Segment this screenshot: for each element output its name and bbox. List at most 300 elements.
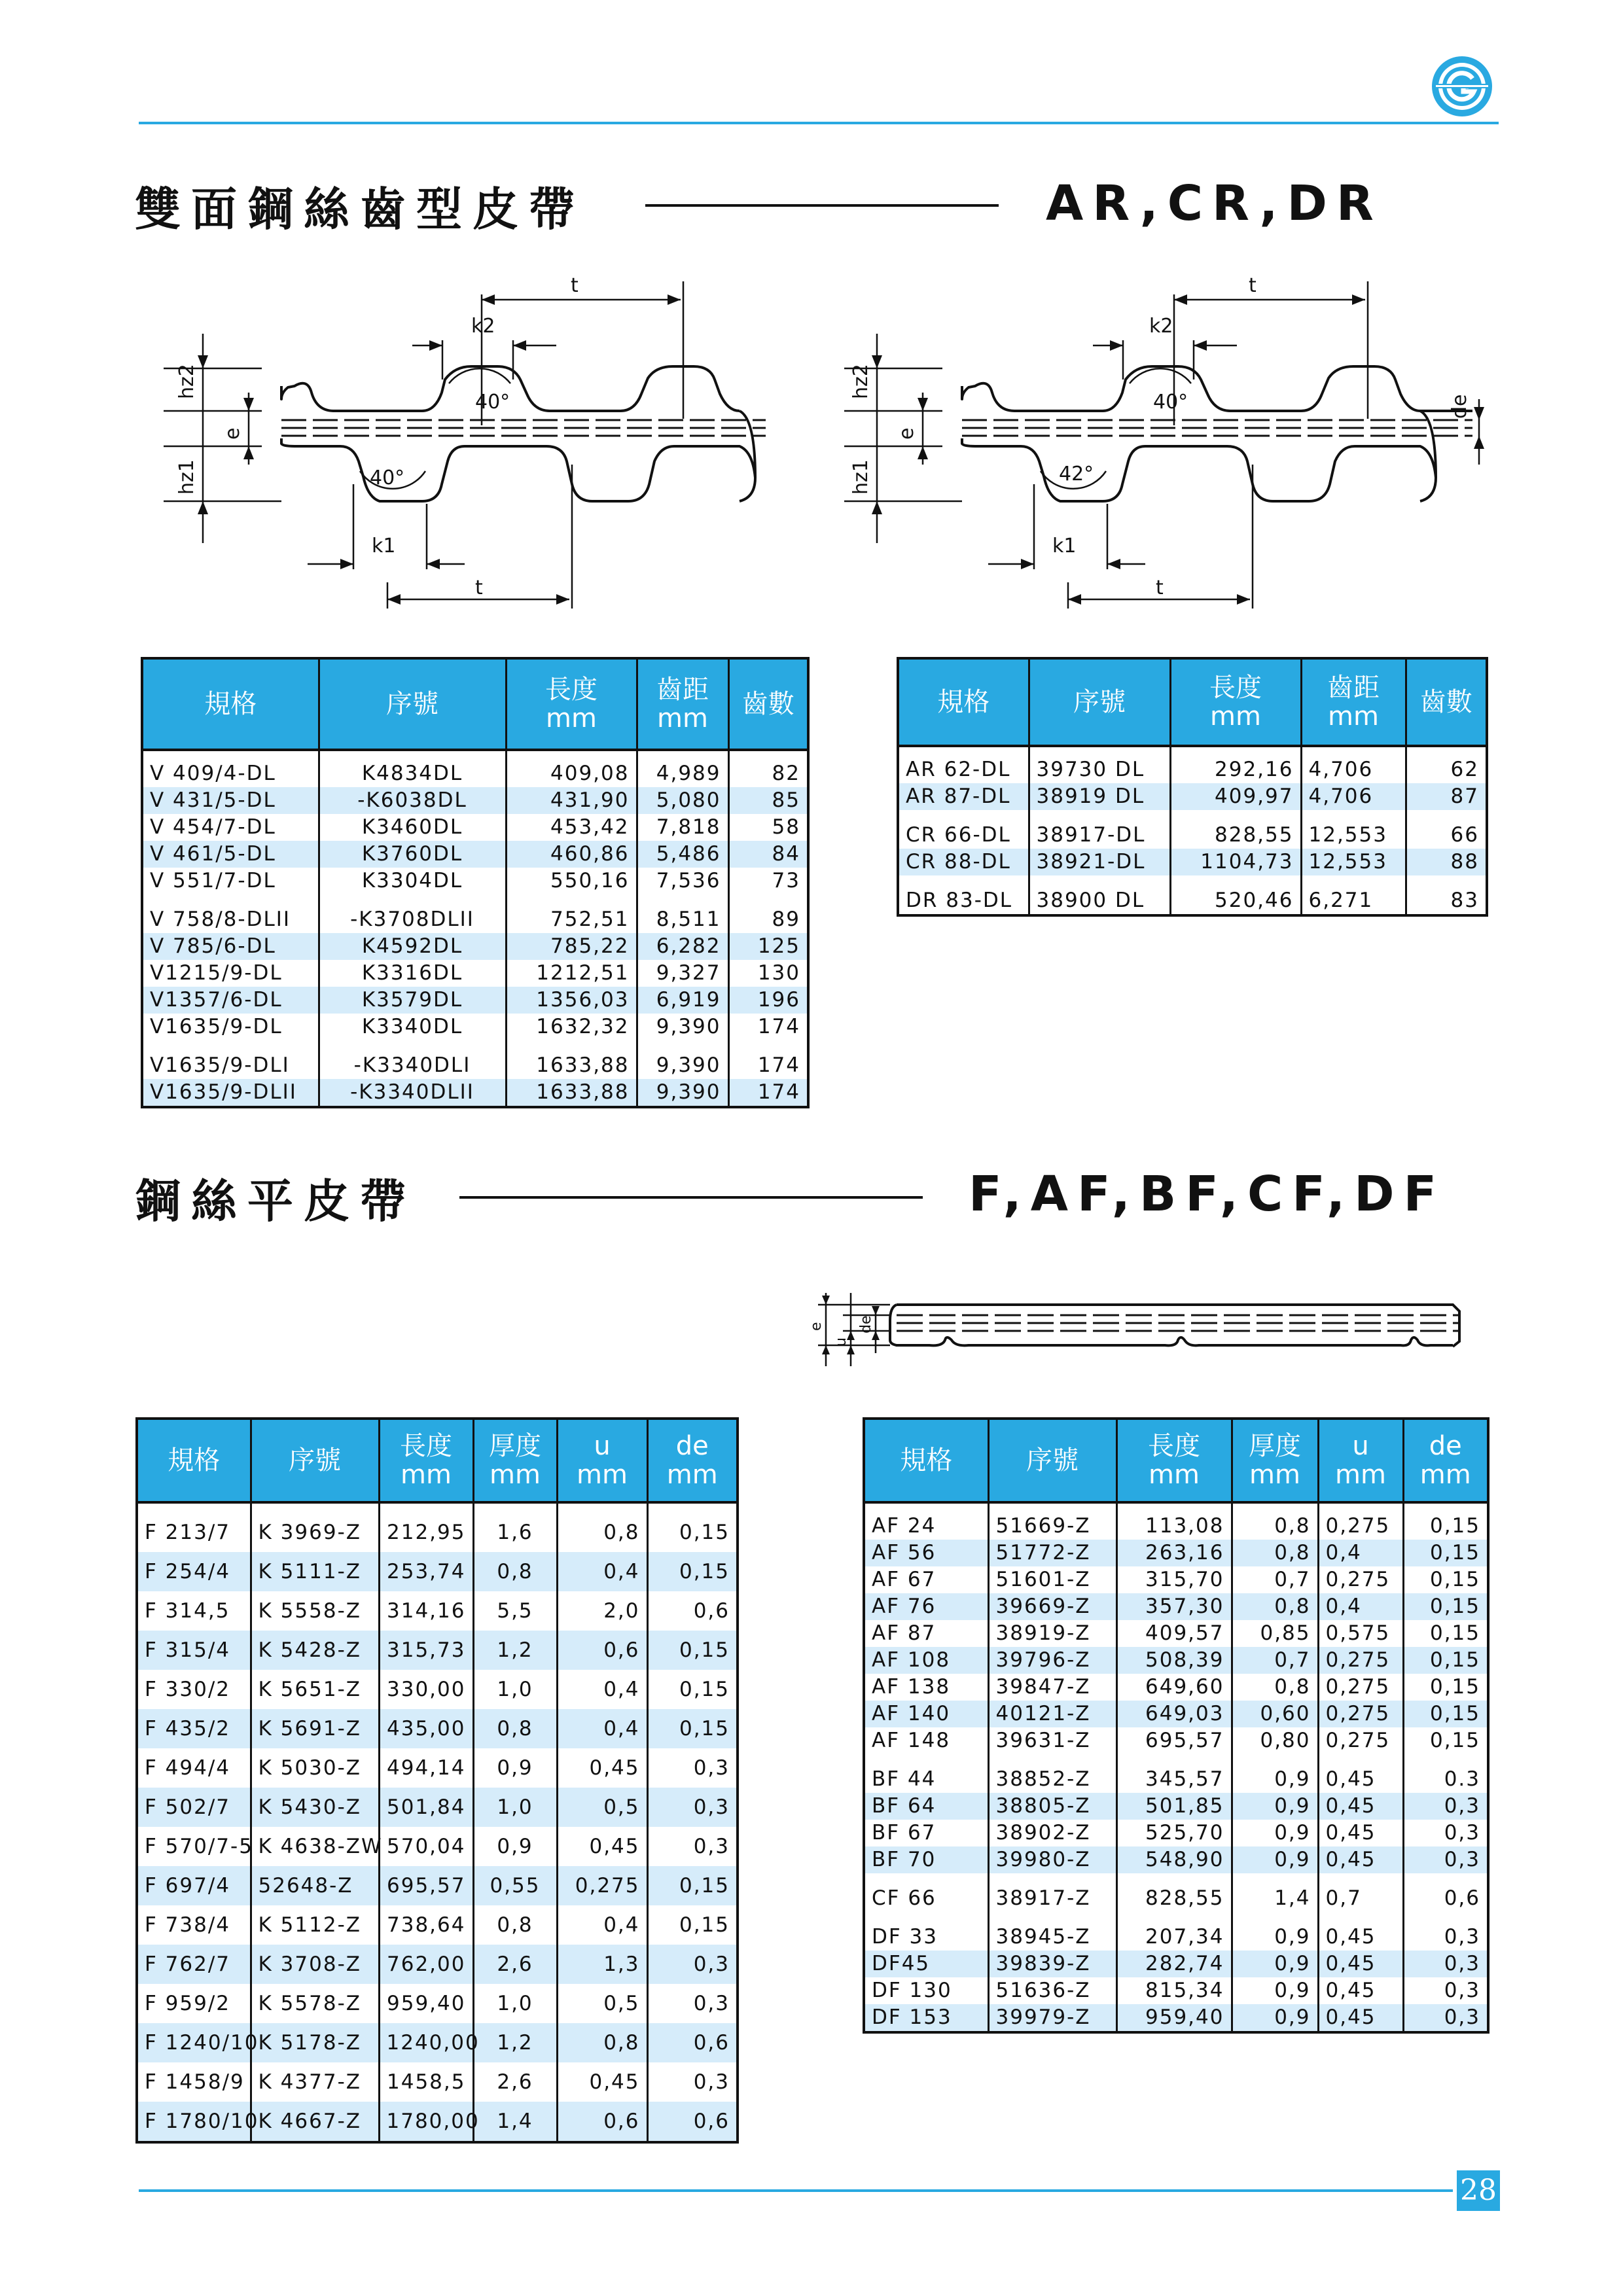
table-cell: 0,6 xyxy=(1403,1885,1488,1912)
table-cell: F 1780/10 xyxy=(137,2102,251,2142)
table-cell: 785,22 xyxy=(506,933,637,960)
table-v-belts xyxy=(141,657,810,1108)
table-cell: 1633,88 xyxy=(506,1079,637,1107)
table-cell: 0,3 xyxy=(1403,2004,1488,2032)
table-row xyxy=(864,1846,1488,1873)
table-row xyxy=(142,841,808,868)
company-logo-icon xyxy=(1431,55,1493,118)
timing-belt-diagram-right xyxy=(844,268,1499,615)
table-cell: V1635/9-DLII xyxy=(142,1079,319,1107)
table-row xyxy=(142,1014,808,1040)
table-cell: 959,40 xyxy=(1116,2004,1232,2032)
table-cell: F 1240/10 xyxy=(137,2023,251,2062)
col-header-spec: 規格 xyxy=(864,1419,988,1502)
table-cell: V 461/5-DL xyxy=(142,841,319,868)
table-cell: K 5651-Z xyxy=(251,1670,379,1709)
table-row xyxy=(864,1885,1488,1912)
table-row xyxy=(864,1820,1488,1846)
table-cell: 9,390 xyxy=(637,1052,728,1079)
table-cell: K4592DL xyxy=(319,933,506,960)
table-cell: 0,4 xyxy=(557,1905,647,1945)
table-cell: K 5178-Z xyxy=(251,2023,379,2062)
table-cell: F 1458/9 xyxy=(145,2070,245,2094)
table-row xyxy=(864,1924,1488,1951)
page-number: 28 xyxy=(1457,2170,1500,2211)
table-cell: 520,46 xyxy=(1170,887,1301,915)
table-cell: 39730 DL xyxy=(1029,746,1170,783)
table-cell: 0,3 xyxy=(1403,1951,1488,1977)
table-cell: 12,553 xyxy=(1301,822,1406,849)
table-cell: 39669-Z xyxy=(988,1593,1116,1620)
table-cell: 73 xyxy=(728,868,808,894)
table-cell: 1,4 xyxy=(1232,1885,1318,1912)
table-cell: 0,55 xyxy=(473,1866,557,1905)
table-cell: F 435/2 xyxy=(137,1709,251,1748)
table-cell: BF 64 xyxy=(864,1793,988,1820)
k2-label: k2 xyxy=(471,315,495,338)
e-label-right: e xyxy=(895,427,918,440)
table-cell: 6,271 xyxy=(1301,887,1406,915)
table-cell: AF 87 xyxy=(872,1621,936,1645)
hz1-label: hz1 xyxy=(175,459,198,495)
table-row xyxy=(142,906,808,933)
col-header-u: u mm xyxy=(1318,1419,1403,1502)
table-cell: AF 76 xyxy=(864,1593,988,1620)
table-cell: 0,45 xyxy=(1318,1793,1403,1820)
table-cell: DF45 xyxy=(864,1951,988,1977)
group-gap xyxy=(142,894,808,906)
table-cell: 409,08 xyxy=(506,750,637,787)
table-cell: 38919 DL xyxy=(1029,783,1170,810)
table-cell: 0,575 xyxy=(1318,1620,1403,1647)
table-cell: F 494/4 xyxy=(145,1756,231,1780)
table-cell: 0,6 xyxy=(557,1631,647,1670)
table-cell: K 5111-Z xyxy=(251,1552,379,1591)
table-cell: 828,55 xyxy=(1170,822,1301,849)
table-cell: 174 xyxy=(728,1052,808,1079)
table-cell: 0,275 xyxy=(1318,1674,1403,1701)
table-cell: 0,15 xyxy=(647,1709,738,1748)
table-cell: 435,00 xyxy=(379,1709,473,1748)
table-cell: 0,9 xyxy=(473,1748,557,1788)
table-cell: 409,57 xyxy=(1116,1620,1232,1647)
table-cell: 0,45 xyxy=(1318,1766,1403,1793)
table-cell: -K3340DLII xyxy=(319,1079,506,1107)
table-row xyxy=(864,1701,1488,1727)
table-row xyxy=(898,822,1487,849)
table-cell: 570,04 xyxy=(379,1827,473,1866)
table-cell: 0,15 xyxy=(647,1552,738,1591)
table-cell: F 213/7 xyxy=(145,1521,231,1544)
table-cell: 0,15 xyxy=(1403,1540,1488,1566)
col-header-serial: 序號 xyxy=(251,1419,379,1502)
table-cell: 0,3 xyxy=(647,1788,738,1827)
table-row xyxy=(137,1552,738,1591)
table-cell: -K6038DL xyxy=(319,787,506,814)
table-cell: DF 130 xyxy=(872,1979,952,2002)
table-cell: 263,16 xyxy=(1116,1540,1232,1566)
table-row xyxy=(898,849,1487,875)
table-cell: DF 153 xyxy=(864,2004,988,2032)
table-cell: 51669-Z xyxy=(988,1502,1116,1540)
e-label: e xyxy=(221,427,244,440)
table-cell: 0,15 xyxy=(1403,1727,1488,1754)
table-cell: 0,275 xyxy=(1318,1647,1403,1674)
angle-bottom-label-right: 42° xyxy=(1059,463,1094,486)
table-cell: 0,45 xyxy=(1318,1820,1403,1846)
table-cell: 1632,32 xyxy=(506,1014,637,1040)
table-cell: 0,6 xyxy=(557,2102,647,2142)
table-row xyxy=(137,1670,738,1709)
table-cell: 38900 DL xyxy=(1029,887,1170,915)
k2-label-right: k2 xyxy=(1149,315,1173,338)
table-cell: 89 xyxy=(728,906,808,933)
table-cell: 0,8 xyxy=(473,1905,557,1945)
table-cell: 212,95 xyxy=(379,1502,473,1552)
table-cell: CF 66 xyxy=(872,1886,936,1910)
table-cell: V1635/9-DL xyxy=(150,1015,283,1038)
t-label-top-right: t xyxy=(1249,274,1257,297)
table-cell: 1,2 xyxy=(473,1631,557,1670)
table-cell: 0,45 xyxy=(557,2062,647,2102)
table-cell: 314,16 xyxy=(379,1591,473,1631)
table-cell: 7,536 xyxy=(637,868,728,894)
table-row xyxy=(864,1727,1488,1754)
table-cell: 2,0 xyxy=(557,1591,647,1631)
table-cell: 0,45 xyxy=(1318,1951,1403,1977)
table-cell: 0,275 xyxy=(1318,1727,1403,1754)
table-cell: 0,3 xyxy=(1403,1977,1488,2004)
group-gap xyxy=(142,1040,808,1052)
table-cell: 695,57 xyxy=(379,1866,473,1905)
table-cell: 752,51 xyxy=(506,906,637,933)
col-header-length: 長度 mm xyxy=(1116,1419,1232,1502)
table-cell: BF 70 xyxy=(864,1846,988,1873)
table-cell: 8,511 xyxy=(637,906,728,933)
table-cell: AF 148 xyxy=(872,1729,951,1752)
table-cell: 0,275 xyxy=(1318,1566,1403,1593)
table-row xyxy=(864,1977,1488,2004)
table-cell: 38852-Z xyxy=(988,1766,1116,1793)
table-cell: K 5558-Z xyxy=(251,1591,379,1631)
table-row xyxy=(142,750,808,787)
table-ar-cr-dr xyxy=(897,657,1488,917)
table-row xyxy=(898,783,1487,810)
table-cell: 525,70 xyxy=(1116,1820,1232,1846)
table-cell: 4,989 xyxy=(637,750,728,787)
table-cell: 0,4 xyxy=(557,1709,647,1748)
table-cell: V 454/7-DL xyxy=(150,815,276,839)
col-header-serial: 序號 xyxy=(988,1419,1116,1502)
table-cell: 51636-Z xyxy=(988,1977,1116,2004)
table-cell: 0,4 xyxy=(1318,1593,1403,1620)
table-cell: 38917-Z xyxy=(988,1885,1116,1912)
angle-top-label-right: 40° xyxy=(1153,391,1188,414)
table-cell: 0,8 xyxy=(1232,1674,1318,1701)
table-cell: 51601-Z xyxy=(988,1566,1116,1593)
table-cell: 0,15 xyxy=(1403,1701,1488,1727)
table-row xyxy=(137,1905,738,1945)
table-row xyxy=(864,1766,1488,1793)
table-cell: 0,15 xyxy=(647,1670,738,1709)
table-cell: 1104,73 xyxy=(1170,849,1301,875)
table-cell: 88 xyxy=(1406,849,1487,875)
table-cell: K 5430-Z xyxy=(251,1788,379,1827)
col-header-teeth: 齒數 xyxy=(1406,658,1487,746)
table-cell: 0,4 xyxy=(1318,1540,1403,1566)
table-cell: 9,390 xyxy=(637,1079,728,1107)
table-cell: 0,8 xyxy=(557,1502,647,1552)
table-cell: 4,706 xyxy=(1301,746,1406,783)
table-cell: 5,486 xyxy=(637,841,728,868)
table-cell: K 5578-Z xyxy=(251,1984,379,2023)
table-cell: AF 108 xyxy=(864,1647,988,1674)
table-cell: 315,73 xyxy=(379,1631,473,1670)
table-cell: 0,9 xyxy=(1232,1766,1318,1793)
table-cell: 762,00 xyxy=(379,1945,473,1984)
table-cell: 84 xyxy=(728,841,808,868)
table-cell: 0,15 xyxy=(647,1905,738,1945)
table-cell: 315,70 xyxy=(1116,1566,1232,1593)
table-cell: 0,45 xyxy=(557,1748,647,1788)
hz1-label-right: hz1 xyxy=(849,459,872,495)
col-header-thickness: 厚度 mm xyxy=(1232,1419,1318,1502)
table-cell: 0.3 xyxy=(1403,1766,1488,1793)
table-cell: 0,9 xyxy=(473,1827,557,1866)
table-cell: 253,74 xyxy=(379,1552,473,1591)
table-cell: 0,275 xyxy=(557,1866,647,1905)
table-cell: AR 87-DL xyxy=(898,783,1029,810)
table-cell: 501,84 xyxy=(379,1788,473,1827)
flat-e-label: e xyxy=(808,1322,825,1331)
table-row xyxy=(142,987,808,1014)
table-cell: 4,706 xyxy=(1301,783,1406,810)
col-header-length: 長度 mm xyxy=(506,658,637,750)
col-header-spec: 規格 xyxy=(142,658,319,750)
table-row xyxy=(864,1566,1488,1593)
table-cell: 83 xyxy=(1406,887,1487,915)
table-cell: 5,5 xyxy=(473,1591,557,1631)
table-cell: AF 56 xyxy=(864,1540,988,1566)
table-cell: 649,03 xyxy=(1116,1701,1232,1727)
table-cell: 0,275 xyxy=(1318,1701,1403,1727)
col-header-spec: 規格 xyxy=(898,658,1029,746)
table-row xyxy=(864,1647,1488,1674)
table-cell: 125 xyxy=(728,933,808,960)
table-cell: 494,14 xyxy=(379,1748,473,1788)
table-cell: 0,3 xyxy=(647,1945,738,1984)
table-cell: 1212,51 xyxy=(506,960,637,987)
table-cell: 0,15 xyxy=(1403,1647,1488,1674)
table-cell: F 697/4 xyxy=(137,1866,251,1905)
table-cell: AF 140 xyxy=(864,1701,988,1727)
table-cell: 40121-Z xyxy=(988,1701,1116,1727)
table-cell: 345,57 xyxy=(1116,1766,1232,1793)
table-cell: F 254/4 xyxy=(137,1552,251,1591)
table-cell: 7,818 xyxy=(637,814,728,841)
table-cell: 0,15 xyxy=(647,1866,738,1905)
table-cell: V 758/8-DLII xyxy=(150,908,291,931)
table-cell: 0,3 xyxy=(1403,1846,1488,1873)
table-cell: V 785/6-DL xyxy=(142,933,319,960)
table-cell: K 3708-Z xyxy=(251,1945,379,1984)
table-cell: 0,15 xyxy=(1403,1674,1488,1701)
table-cell: F 762/7 xyxy=(137,1945,251,1984)
table-cell: 460,86 xyxy=(506,841,637,868)
table-cell: K3304DL xyxy=(319,868,506,894)
table-cell: 39979-Z xyxy=(988,2004,1116,2032)
col-header-thickness: 厚度 mm xyxy=(473,1419,557,1502)
table-cell: 0,6 xyxy=(647,2102,738,2142)
col-header-serial: 序號 xyxy=(1029,658,1170,746)
table-cell: CR 88-DL xyxy=(898,849,1029,875)
table-cell: 0,8 xyxy=(473,1709,557,1748)
table-cell: 1633,88 xyxy=(506,1052,637,1079)
t-label-bottom-right: t xyxy=(1156,576,1164,599)
table-cell: 0,3 xyxy=(647,1827,738,1866)
flat-belt-diagram xyxy=(798,1288,1492,1373)
table-row xyxy=(142,868,808,894)
table-cell: 0,15 xyxy=(1403,1502,1488,1540)
table-row xyxy=(137,1984,738,2023)
table-cell: 5,080 xyxy=(637,787,728,814)
table-cell: 85 xyxy=(728,787,808,814)
table-cell: 0,15 xyxy=(1403,1620,1488,1647)
table-cell: 0,275 xyxy=(1318,1502,1403,1540)
table-row xyxy=(137,1788,738,1827)
table-cell: BF 44 xyxy=(872,1767,936,1791)
table-cell: 1356,03 xyxy=(506,987,637,1014)
timing-belt-diagram-left xyxy=(164,268,812,615)
table-cell: 0,5 xyxy=(557,1788,647,1827)
table-cell: 501,85 xyxy=(1116,1793,1232,1820)
table-cell: K 5030-Z xyxy=(251,1748,379,1788)
table-cell: 0,9 xyxy=(1232,1924,1318,1951)
table-cell: K 5112-Z xyxy=(251,1905,379,1945)
table-row xyxy=(898,746,1487,783)
col-header-u: u mm xyxy=(557,1419,647,1502)
table-cell: 0,3 xyxy=(647,1748,738,1788)
table-cell: CR 66-DL xyxy=(906,823,1011,847)
table-cell: 6,919 xyxy=(637,987,728,1014)
table-cell: V1635/9-DLI xyxy=(150,1053,290,1077)
table-cell: F 959/2 xyxy=(145,1992,231,2015)
table-cell: V 409/4-DL xyxy=(150,762,276,785)
table-cell: DR 83-DL xyxy=(906,889,1013,912)
table-cell: 1780,00 xyxy=(379,2102,473,2142)
table-row xyxy=(137,1827,738,1866)
table-row xyxy=(137,1748,738,1788)
group-gap xyxy=(864,1912,1488,1924)
table-cell: K3760DL xyxy=(319,841,506,868)
table-row xyxy=(898,887,1487,915)
table-row xyxy=(142,814,808,841)
table-cell: F 315/4 xyxy=(137,1631,251,1670)
table-cell: 38945-Z xyxy=(988,1924,1116,1951)
table-cell: 0,45 xyxy=(1318,1924,1403,1951)
table-cell: 649,60 xyxy=(1116,1674,1232,1701)
table-cell: 0,15 xyxy=(1403,1593,1488,1620)
table-row xyxy=(864,1502,1488,1540)
table-row xyxy=(864,1593,1488,1620)
table-cell: 130 xyxy=(728,960,808,987)
table-cell: 1458,5 xyxy=(379,2062,473,2102)
table-cell: V1357/6-DL xyxy=(142,987,319,1014)
table-cell: 6,282 xyxy=(637,933,728,960)
table-cell: 0,3 xyxy=(1403,1924,1488,1951)
section2-code: F,AF,BF,CF,DF xyxy=(969,1166,1446,1222)
t-label-top: t xyxy=(571,274,579,297)
footer-rule xyxy=(139,2189,1453,2192)
flat-de-label: de xyxy=(858,1315,874,1333)
table-cell: 0,80 xyxy=(1232,1727,1318,1754)
group-gap xyxy=(864,1754,1488,1766)
table-cell: 174 xyxy=(728,1079,808,1107)
table-row xyxy=(864,1951,1488,1977)
table-cell: 51772-Z xyxy=(988,1540,1116,1566)
table-cell: K 4667-Z xyxy=(251,2102,379,2142)
table-cell: F 738/4 xyxy=(145,1913,231,1937)
table-cell: 959,40 xyxy=(379,1984,473,2023)
table-cell: 357,30 xyxy=(1116,1593,1232,1620)
table-cell: 38805-Z xyxy=(988,1793,1116,1820)
table-af-bf-cf-df xyxy=(863,1417,1489,2034)
table-cell: DF 33 xyxy=(872,1925,938,1949)
section2-title-rule xyxy=(459,1196,923,1199)
table-cell: 330,00 xyxy=(379,1670,473,1709)
table-row xyxy=(142,1079,808,1107)
table-cell: F 330/2 xyxy=(145,1678,231,1701)
section1-title: 雙面鋼絲齒型皮帶 xyxy=(135,183,585,236)
table-cell: 39839-Z xyxy=(988,1951,1116,1977)
table-cell: 738,64 xyxy=(379,1905,473,1945)
table-cell: 52648-Z xyxy=(251,1866,379,1905)
table-cell: V1215/9-DL xyxy=(150,961,283,985)
table-cell: 0,8 xyxy=(473,1552,557,1591)
table-cell: 0,3 xyxy=(647,2062,738,2102)
table-cell: K 3969-Z xyxy=(251,1502,379,1552)
table-cell: 113,08 xyxy=(1116,1502,1232,1540)
table-cell: 0,8 xyxy=(1232,1540,1318,1566)
table-row xyxy=(137,2102,738,2142)
table-cell: K3579DL xyxy=(319,987,506,1014)
table-row xyxy=(137,1591,738,1631)
table-cell: 1,0 xyxy=(473,1670,557,1709)
table-cell: 0,7 xyxy=(1232,1566,1318,1593)
table-cell: 39796-Z xyxy=(988,1647,1116,1674)
table-cell: 695,57 xyxy=(1116,1727,1232,1754)
table-cell: 0,6 xyxy=(647,1591,738,1631)
table-cell: 453,42 xyxy=(506,814,637,841)
table-cell: 0,8 xyxy=(1232,1593,1318,1620)
table-cell: -K3340DLI xyxy=(319,1052,506,1079)
table-cell: BF 67 xyxy=(872,1821,936,1845)
table-cell: 39631-Z xyxy=(988,1727,1116,1754)
table-cell: 0,8 xyxy=(557,2023,647,2062)
table-cell: 1,0 xyxy=(473,1984,557,2023)
table-row xyxy=(137,1709,738,1748)
group-gap xyxy=(898,875,1487,887)
table-row xyxy=(142,933,808,960)
table-cell: V 551/7-DL xyxy=(150,869,276,892)
table-cell: 0,8 xyxy=(1232,1502,1318,1540)
table-cell: 0,45 xyxy=(557,1827,647,1866)
hz2-label-right: hz2 xyxy=(849,364,872,399)
table-cell: 1240,00 xyxy=(379,2023,473,2062)
col-header-de: de mm xyxy=(647,1419,738,1502)
table-row xyxy=(142,787,808,814)
table-cell: 62 xyxy=(1406,746,1487,783)
